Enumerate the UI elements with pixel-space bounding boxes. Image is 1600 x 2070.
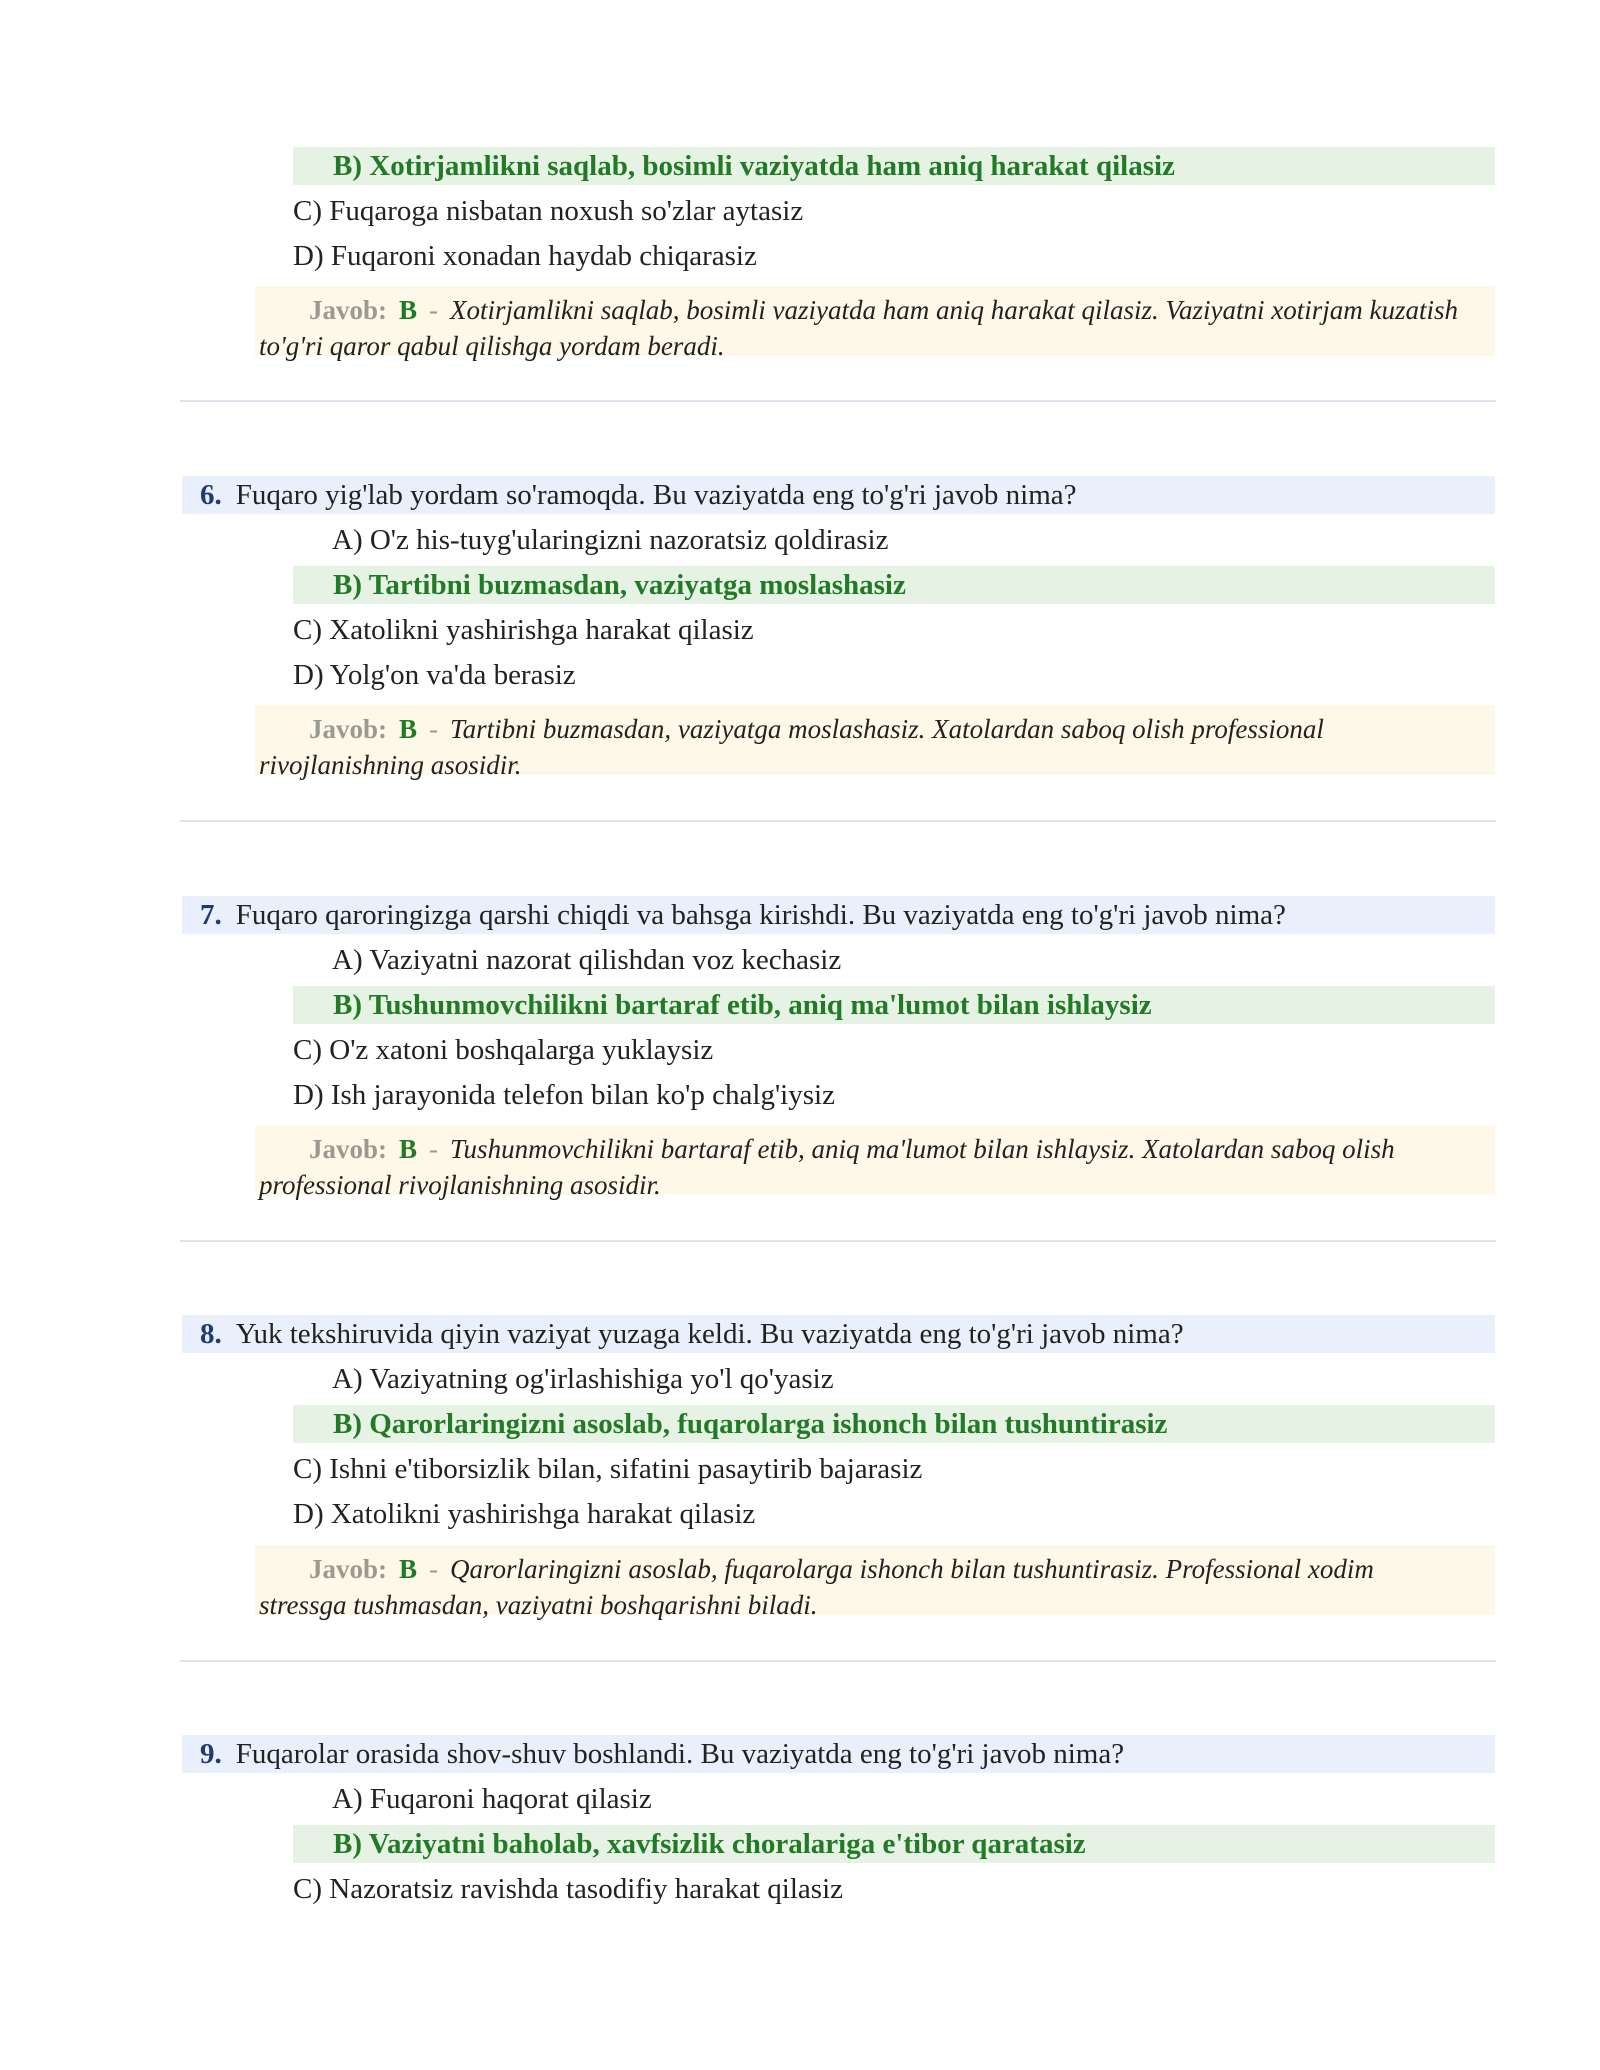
q8-option-b-correct: B) Qarorlaringizni asoslab, fuqarolarga ishonch bilan tushuntirasiz [293, 1405, 1495, 1443]
answer-explanation: Tartibni buzmasdan, vaziyatga moslashasiz. Xatolardan saboq olish professional rivojlanishning asosidir. [259, 714, 1324, 780]
q5-option-b-correct: B) Xotirjamlikni saqlab, bosimli vaziyatda ham aniq harakat qilasiz [293, 147, 1495, 185]
answer-label: Javob: [309, 1134, 388, 1164]
q6-question [182, 476, 1495, 514]
answer-label: Javob: [309, 295, 388, 325]
answer-dash: - [429, 1134, 439, 1164]
answer-key: B [399, 1554, 418, 1584]
question-number: 7. [200, 899, 222, 931]
question-number: 6. [200, 479, 222, 511]
q9-option-a: A) Fuqaroni haqorat qilasiz [332, 1783, 652, 1815]
answer-key: B [399, 295, 418, 325]
question-text: Fuqaro yig'lab yordam so'ramoqda. Bu vaziyatda eng to'g'ri javob nima? [235, 479, 1077, 511]
q5-option-d: D) Fuqaroni xonadan haydab chiqarasiz [293, 240, 757, 272]
q7-option-c: C) O'z xatoni boshqalarga yuklaysiz [293, 1034, 714, 1066]
answer-label: Javob: [309, 1554, 388, 1584]
q6-option-b-correct: B) Tartibni buzmasdan, vaziyatga moslashasiz [293, 566, 1495, 604]
answer-dash: - [429, 714, 439, 744]
q7-option-a: A) Vaziyatni nazorat qilishdan voz kechasiz [332, 944, 842, 976]
question-text: Fuqaro qaroringizga qarshi chiqdi va bahsga kirishdi. Bu vaziyatda eng to'g'ri javob nima? [235, 899, 1286, 931]
q6-option-a: A) O'z his-tuyg'ularingizni nazoratsiz qoldirasiz [332, 524, 889, 556]
q8-answer-box [255, 1545, 1495, 1620]
answer-key: B [399, 1134, 418, 1164]
q6-answer-box [255, 705, 1495, 780]
q8-option-c: C) Ishni e'tiborsizlik bilan, sifatini pasaytirib bajarasiz [293, 1453, 923, 1485]
answer-dash: - [429, 1554, 439, 1584]
answer-explanation: Xotirjamlikni saqlab, bosimli vaziyatda ham aniq harakat qilasiz. Vaziyatni xotirjam kuzatish to'g'ri qaror qabul qilishga yordam beradi. [259, 295, 1459, 361]
q9-option-b-correct: B) Vaziyatni baholab, xavfsizlik choralariga e'tibor qaratasiz [293, 1825, 1495, 1863]
q8-option-a: A) Vaziyatning og'irlashishiga yo'l qo'yasiz [332, 1363, 834, 1395]
q7-option-d: D) Ish jarayonida telefon bilan ko'p chalg'iysiz [293, 1079, 835, 1111]
question-text: Yuk tekshiruvida qiyin vaziyat yuzaga keldi. Bu vaziyatda eng to'g'ri javob nima? [235, 1318, 1184, 1350]
q9-option-c: C) Nazoratsiz ravishda tasodifiy harakat qilasiz [293, 1873, 843, 1905]
q8-question [182, 1315, 1495, 1353]
q5-option-c: C) Fuqaroga nisbatan noxush so'zlar aytasiz [293, 195, 804, 227]
q6-option-c: C) Xatolikni yashirishga harakat qilasiz [293, 614, 754, 646]
answer-label: Javob: [309, 714, 388, 744]
answer-explanation: Tushunmovchilikni bartaraf etib, aniq ma'lumot bilan ishlaysiz. Xatolardan saboq olish professional rivojlanishning asosidir. [259, 1134, 1395, 1200]
question-number: 8. [200, 1318, 222, 1350]
question-number: 9. [200, 1738, 222, 1770]
answer-explanation: Qarorlaringizni asoslab, fuqarolarga ishonch bilan tushuntirasiz. Professional xodim stressga tushmasdan, vaziyatni boshqarishni biladi. [259, 1554, 1374, 1620]
q9-question [182, 1735, 1495, 1773]
q7-question [182, 896, 1495, 934]
separator [180, 820, 1496, 822]
question-text: Fuqarolar orasida shov-shuv boshlandi. Bu vaziyatda eng to'g'ri javob nima? [235, 1738, 1125, 1770]
q6-option-d: D) Yolg'on va'da berasiz [293, 659, 576, 691]
q7-option-b-correct: B) Tushunmovchilikni bartaraf etib, aniq ma'lumot bilan ishlaysiz [293, 986, 1495, 1024]
q7-answer-box [255, 1125, 1495, 1200]
answer-key: B [399, 714, 418, 744]
separator [180, 1240, 1496, 1242]
separator [180, 400, 1496, 402]
q5-answer-box [255, 286, 1495, 361]
separator [180, 1660, 1496, 1662]
q8-option-d: D) Xatolikni yashirishga harakat qilasiz [293, 1498, 756, 1530]
answer-dash: - [429, 295, 439, 325]
